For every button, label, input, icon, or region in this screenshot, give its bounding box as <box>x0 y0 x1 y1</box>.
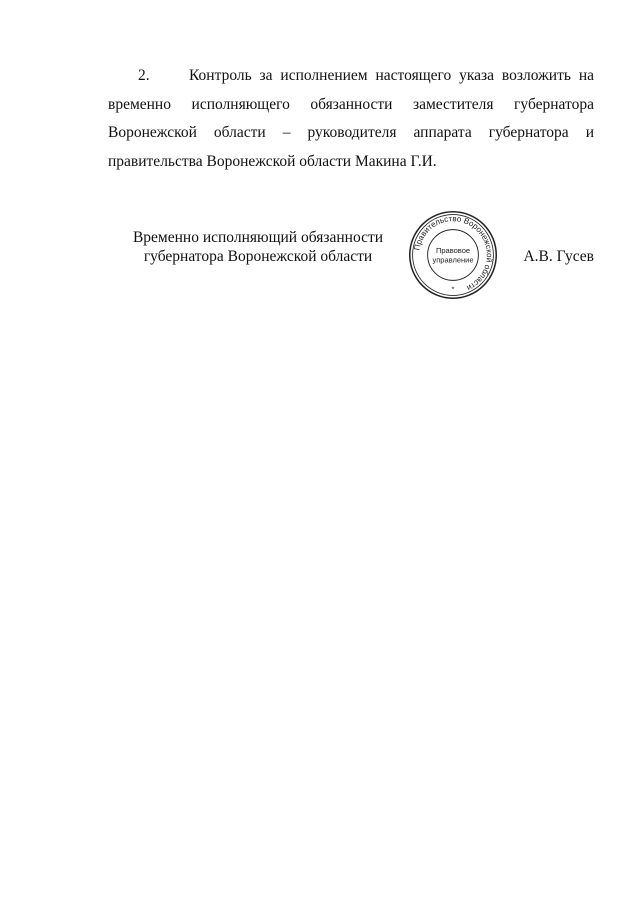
stamp-center-line-1: Правовое <box>435 246 471 256</box>
stamp-center-line-2: управление <box>432 255 474 265</box>
signatory-position <box>108 228 408 266</box>
paragraph-item-2: 2. Контроль за исполнением настоящего указа возложить на временно исполняющего обязанности заместителя губернатора Воронежской области – руководителя аппарата губернатора и правительства Воронежской области Макина Г.И. <box>108 67 594 170</box>
position-line-1: Временно исполняющий обязанности <box>132 229 384 246</box>
position-line-2: губернатора Воронежской области <box>143 248 373 265</box>
official-stamp <box>406 208 500 302</box>
signatory-name: А.В. Гусев <box>523 248 594 265</box>
stamp-star: * <box>451 284 455 294</box>
stamp-ring-text: Правительство Воронежской области <box>412 214 494 293</box>
signature-block <box>108 214 594 308</box>
